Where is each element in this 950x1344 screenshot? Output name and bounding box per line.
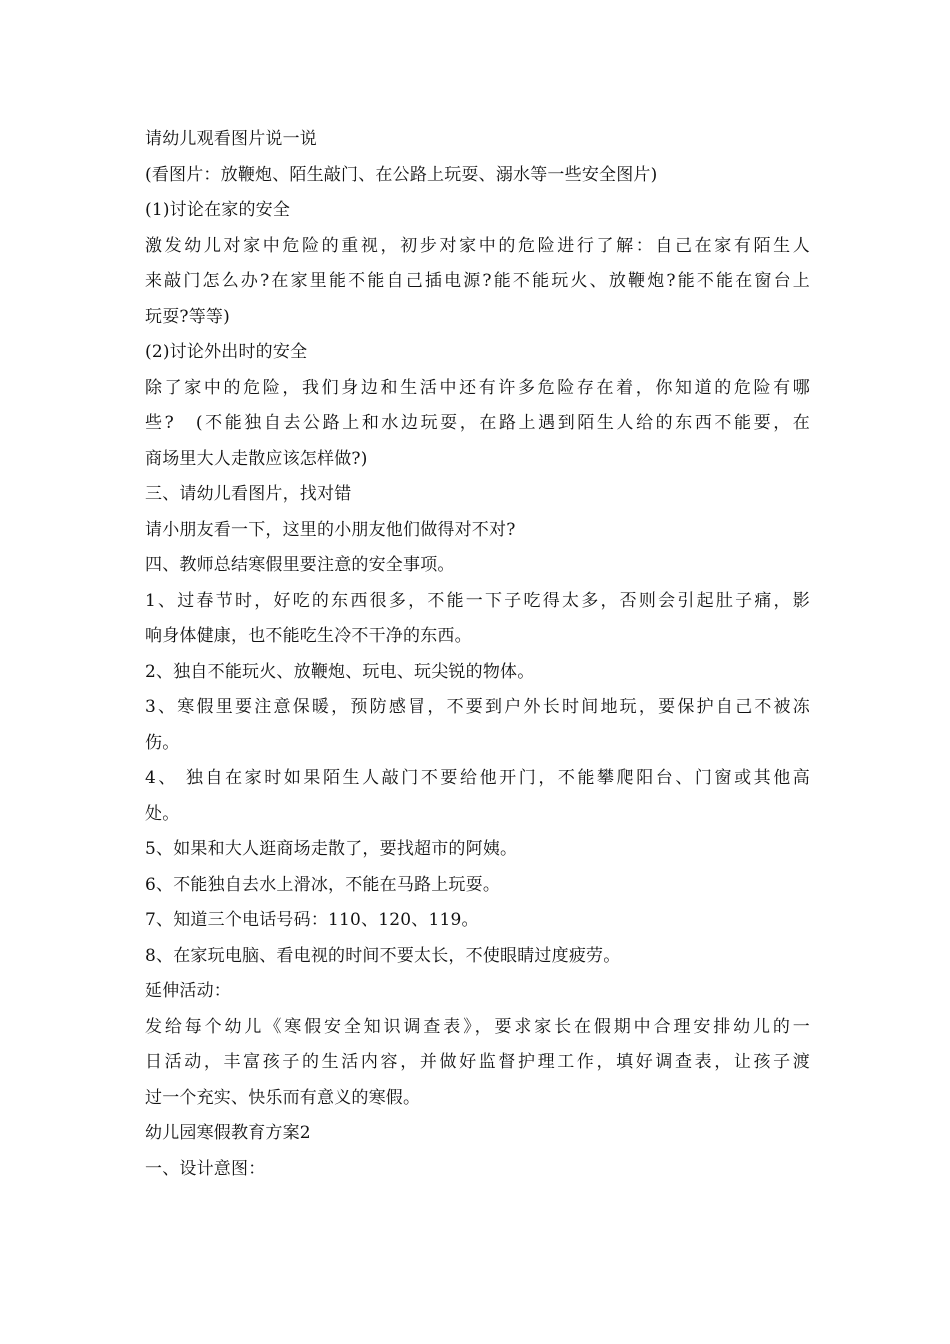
document-body — [145, 122, 810, 1187]
list-item: 2、独自不能玩火、放鞭炮、玩电、玩尖锐的物体。 — [145, 661, 535, 682]
text-line: 些? (不能独自去公路上和水边玩耍，在路上遇到陌生人给的东西不能要，在 — [145, 413, 810, 433]
list-item: 1、过春节时，好吃的东西很多，不能一下子吃得太多，否则会引起肚子痛，影 — [145, 590, 810, 611]
section-heading: 一、设计意图： — [145, 1158, 266, 1179]
section-heading: 四、教师总结寒假里要注意的安全事项。 — [145, 555, 455, 575]
text-line: 激发幼儿对家中危险的重视，初步对家中的危险进行了解：自己在家有陌生人 — [145, 235, 810, 256]
section-heading: 延伸活动： — [145, 981, 231, 1001]
text-line: (2)讨论外出时的安全 — [145, 342, 308, 362]
document-title: 幼儿园寒假教育方案2 — [145, 1123, 311, 1143]
list-item-continuation: 响身体健康，也不能吃生冷不干净的东西。 — [145, 626, 472, 646]
text-line: 玩耍?等等) — [145, 306, 230, 327]
text-line: (看图片：放鞭炮、陌生敲门、在公路上玩耍、溺水等一些安全图片) — [145, 164, 658, 185]
section-heading: 三、请幼儿看图片，找对错 — [145, 484, 352, 504]
text-line: 过一个充实、快乐而有意义的寒假。 — [145, 1087, 421, 1108]
list-item: 3、寒假里要注意保暖，预防感冒，不要到户外长时间地玩，要保护自己不被冻 — [145, 697, 810, 717]
text-line: 日活动，丰富孩子的生活内容，并做好监督护理工作，填好调查表，让孩子渡 — [145, 1052, 810, 1072]
list-item: 5、如果和大人逛商场走散了，要找超市的阿姨。 — [145, 839, 518, 859]
list-item: 4、 独自在家时如果陌生人敲门不要给他开门，不能攀爬阳台、门窗或其他高 — [145, 768, 810, 788]
list-item: 6、不能独自去水上滑冰，不能在马路上玩耍。 — [145, 874, 501, 895]
text-line: 来敲门怎么办?在家里能不能自己插电源?能不能玩火、放鞭炮?能不能在窗台上 — [145, 271, 810, 291]
text-line: 发给每个幼儿《寒假安全知识调查表》，要求家长在假期中合理安排幼儿的一 — [145, 1016, 810, 1037]
text-line: (1)讨论在家的安全 — [145, 200, 291, 220]
list-item: 7、知道三个电话号码：110、120、119。 — [145, 910, 479, 930]
list-item-continuation: 处。 — [145, 803, 180, 824]
list-item-continuation: 伤。 — [145, 732, 180, 753]
text-line: 请小朋友看一下，这里的小朋友他们做得对不对? — [145, 519, 516, 540]
text-line: 除了家中的危险，我们身边和生活中还有许多危险存在着，你知道的危险有哪 — [145, 377, 810, 398]
text-line: 商场里大人走散应该怎样做?) — [145, 448, 368, 469]
list-item: 8、在家玩电脑、看电视的时间不要太长，不使眼睛过度疲劳。 — [145, 945, 621, 966]
text-line: 请幼儿观看图片说一说 — [145, 129, 317, 149]
